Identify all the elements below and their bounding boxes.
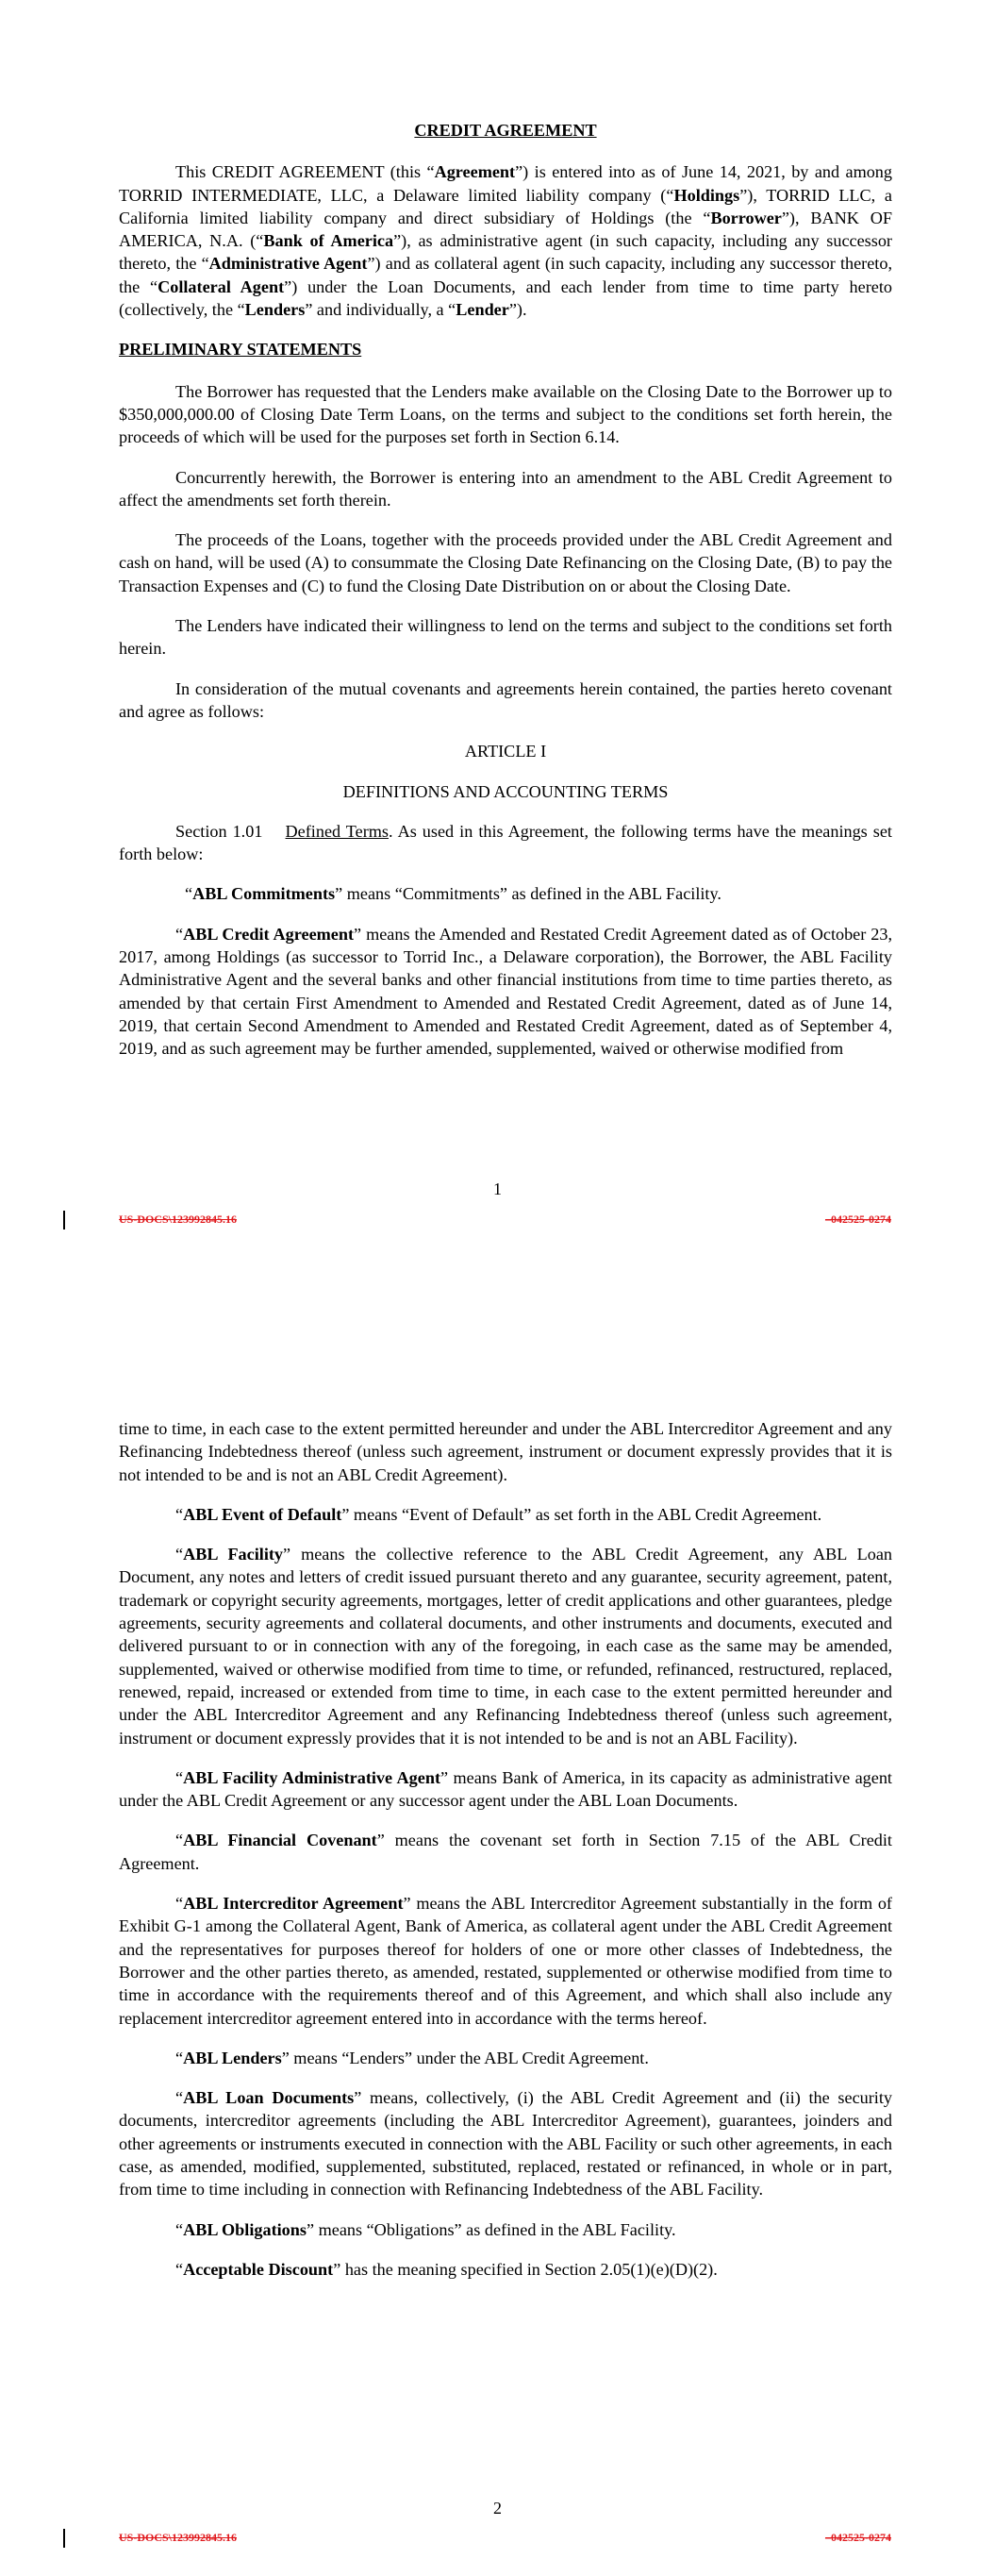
text-run: “ [175, 1504, 184, 1524]
footer-matter-number: –042525-0274 [825, 2531, 891, 2544]
text-run: ” means “Commitments” as defined in the ABL Facility. [335, 884, 721, 904]
text-run: ”), TORRID LLC, a California limited liability company and direct subsidiary of Holdings (the “ [119, 185, 893, 227]
defined-term: Lender [456, 300, 509, 320]
defined-term: ABL Commitments [192, 884, 336, 904]
page-number: 2 [493, 2499, 502, 2517]
definition-abl-obligations [119, 2218, 892, 2241]
text-run: ” means the collective reference to the ABL Credit Agreement, any ABL Loan Document, any notes and letters of credit issued pursuant thereto and any guarantee, security agreement, patent, trademark or copyright security agreements, mortgages, letter of credit applications and other guarantees, pledge agreements, security agreements and collateral documents, and other instruments and documents, executed and delivered pursuant to or in connection with any of the foregoing, in each case as the same may be amended, supplemented, waived or otherwise modified from time to time, or refunded, refinanced, restructured, replaced, renewed, repaid, increased or extended from time to time, in each case to the extent permitted hereunder and under the ABL Intercreditor Agreement and any Refinancing Indebtedness thereof (unless such agreement, instrument or document expressly provides that it is not intended to be and is not an ABL Facility). [119, 1545, 892, 1748]
text-run: “ [175, 1545, 184, 1564]
defined-term: Agreement [434, 162, 516, 182]
text-run: “ [175, 2259, 184, 2279]
text-run: ” means Bank of America, in its capacity as administrative agent under the ABL Credit Agreement or any successor agent under the ABL Loan Documents. [119, 1767, 892, 1811]
preliminary-paragraph-3: The proceeds of the Loans, together with the proceeds provided under the ABL Credit Agreement and cash on hand, will be used (A) to consummate the Closing Date Refinancing on the Closing Date, (B) to pay the Transaction Expenses and (C) to fund the Closing Date Distribution on or about the Closing Date. [119, 530, 892, 595]
defined-term: ABL Facility [183, 1545, 284, 1564]
text-run: “ [175, 2088, 184, 2108]
definition-abl-financial-covenant [119, 1829, 892, 1875]
text-run: “ [175, 2219, 184, 2239]
defined-term: Lenders [244, 300, 306, 320]
text-run: ” and individually, a “ [305, 300, 456, 320]
text-run: “ [175, 2048, 184, 2067]
page-footer [0, 1211, 995, 1229]
defined-term: ABL Financial Covenant [183, 1831, 377, 1850]
text-run: ”). [508, 300, 527, 320]
defined-term: ABL Lenders [183, 2048, 282, 2067]
definition-abl-commitments [119, 882, 892, 905]
page-number: 1 [493, 1179, 502, 1198]
definition-abl-facility-administrative-agent [119, 1766, 892, 1813]
article-heading: ARTICLE I [464, 742, 547, 761]
footer-doc-id: US-DOCS\123992845.16 [119, 2531, 238, 2544]
text-run: ” means the Amended and Restated Credit Agreement dated as of October 23, 2017, among Holdings (as successor to Torrid Inc., a Delaware corporation), the Borrower, the ABL Facility Administrative Agent and the several banks and other financial institutions from time to time parties thereto, as amended by that certain First Amendment to Amended and Restated Credit Agreement, dated as of June 14, 2019, that certain Second Amendment to Amended and Restated Credit Agreement, dated as of September 4, 2019, and as such agreement may be further amended, supplemented, waived or otherwise modified from [119, 924, 892, 1059]
document-page-2 [0, 1255, 995, 2576]
defined-term: Collateral Agent [158, 276, 285, 296]
defined-term: ABL Obligations [183, 2219, 307, 2239]
intro-paragraph [119, 160, 892, 321]
defined-term: ABL Credit Agreement [183, 924, 355, 944]
text-run: ” means the ABL Intercreditor Agreement substantially in the form of Exhibit G-1 among the Collateral Agent, Bank of America, as collateral agent under the ABL Credit Agreement and the representatives for purposes thereof for holders of one or more other classes of Indebtedness, the Borrower and the other parties thereto, as amended, restated, supplemented or otherwise modified from time to time in accordance with the requirements thereof and of this Agreement, and which shall also include any replacement intercreditor agreement entered into in accordance with the terms hereof. [119, 1894, 892, 2028]
document-page-1 [0, 0, 995, 1255]
footer-matter-number: –042525-0274 [825, 1213, 891, 1226]
article-title: DEFINITIONS AND ACCOUNTING TERMS [342, 781, 669, 801]
page-1-content [119, 119, 892, 1078]
text-run: ” means the covenant set forth in Section 7.15 of the ABL Credit Agreement. [119, 1831, 892, 1873]
defined-term: ABL Intercreditor Agreement [183, 1894, 404, 1914]
defined-term: ABL Loan Documents [183, 2088, 355, 2108]
text-run: ” means “Obligations” as defined in the ABL Facility. [306, 2219, 676, 2239]
definition-abl-credit-agreement [119, 923, 892, 1061]
text-run: ”), as administrative agent (in such capacity, including any successor thereto, the “ [119, 231, 892, 274]
definition-abl-intercreditor-agreement [119, 1892, 892, 2030]
section-1-01 [119, 820, 892, 866]
continuation-paragraph: time to time, in each case to the extent permitted hereunder and under the ABL Intercreditor Agreement and any Refinancing Indebtedness thereof (unless such agreement, instrument or document expressly provides that it is not intended to be and is not an ABL Credit Agreement). [119, 1419, 892, 1484]
text-run: This CREDIT AGREEMENT (this “ [175, 162, 435, 182]
preliminary-paragraph-2: Concurrently herewith, the Borrower is entering into an amendment to the ABL Credit Agreement to affect the amendments set forth therein. [119, 467, 892, 510]
defined-term: Bank of America [263, 231, 394, 251]
page-2-content [119, 1417, 892, 2298]
text-run: ”) and as collateral agent (in such capacity, including any successor thereto, the “ [119, 254, 892, 296]
text-run: ” has the meaning specified in Section 2.05(1)(e)(D)(2). [333, 2259, 718, 2279]
definition-acceptable-discount [119, 2258, 892, 2281]
text-run: ” means “Lenders” under the ABL Credit Agreement. [281, 2048, 649, 2067]
definition-abl-facility [119, 1543, 892, 1749]
text-run: “ [185, 884, 193, 904]
preliminary-paragraph-4: The Lenders have indicated their willingness to lend on the terms and subject to the conditions set forth herein. [119, 616, 892, 659]
text-run: “ [175, 1767, 184, 1787]
definition-abl-lenders [119, 2047, 892, 2069]
text-run: ”), BANK OF AMERICA, N.A. (“ [119, 208, 892, 251]
text-run: ” means “Event of Default” as set forth in the ABL Credit Agreement. [341, 1504, 822, 1524]
preliminary-paragraph-5: In consideration of the mutual covenants and agreements herein contained, the parties hereto covenant and agree as follows: [119, 678, 892, 721]
defined-term: Administrative Agent [208, 254, 368, 274]
agreement-title: CREDIT AGREEMENT [414, 121, 597, 140]
text-run: ”) under the Loan Documents, and each lender from time to time party hereto (collectively, the “ [119, 276, 892, 320]
text-run: ”) is entered into as of June 14, 2021, by and among TORRID INTERMEDIATE, LLC, a Delaware limited liability company (“ [119, 162, 892, 205]
defined-term: Acceptable Discount [183, 2259, 334, 2279]
text-run: “ [175, 924, 184, 944]
section-number: Section 1.01 [175, 821, 263, 841]
revision-bar [63, 2529, 65, 2548]
defined-term: Borrower [710, 208, 782, 227]
definition-abl-event-of-default [119, 1503, 892, 1526]
defined-term: ABL Facility Administrative Agent [183, 1767, 440, 1787]
defined-term: Holdings [673, 185, 740, 205]
definition-abl-loan-documents [119, 2086, 892, 2200]
defined-term: ABL Event of Default [183, 1504, 342, 1524]
footer-doc-id: US-DOCS\123992845.16 [119, 1213, 238, 1226]
text-run: “ [175, 1831, 184, 1850]
text-run: ” means, collectively, (i) the ABL Credit Agreement and (ii) the security documents, intercreditor agreements (including the ABL Intercreditor Agreement), guarantees, joinders and other agreements or instruments executed in connection with the ABL Facility or such other agreements, in each case, as amended, modified, supplemented, substituted, replaced, restated or refinanced, in whole or in part, from time to time including in connection with Refinancing Indebtedness of the ABL Facility. [119, 2088, 893, 2200]
revision-bar [63, 1211, 65, 1229]
section-text: . As used in this Agreement, the following terms have the meanings set forth below: [119, 821, 892, 864]
section-title: Defined Terms [285, 821, 389, 841]
text-run: “ [175, 1894, 184, 1914]
page-footer [0, 2529, 995, 2548]
preliminary-paragraph-1: The Borrower has requested that the Lenders make available on the Closing Date to the Borrower up to $350,000,000.00 of Closing Date Term Loans, on the terms and subject to the conditions set forth herein, the proceeds of which will be used for the purposes set forth in Section 6.14. [119, 381, 892, 447]
preliminary-statements-heading: PRELIMINARY STATEMENTS [119, 340, 362, 360]
